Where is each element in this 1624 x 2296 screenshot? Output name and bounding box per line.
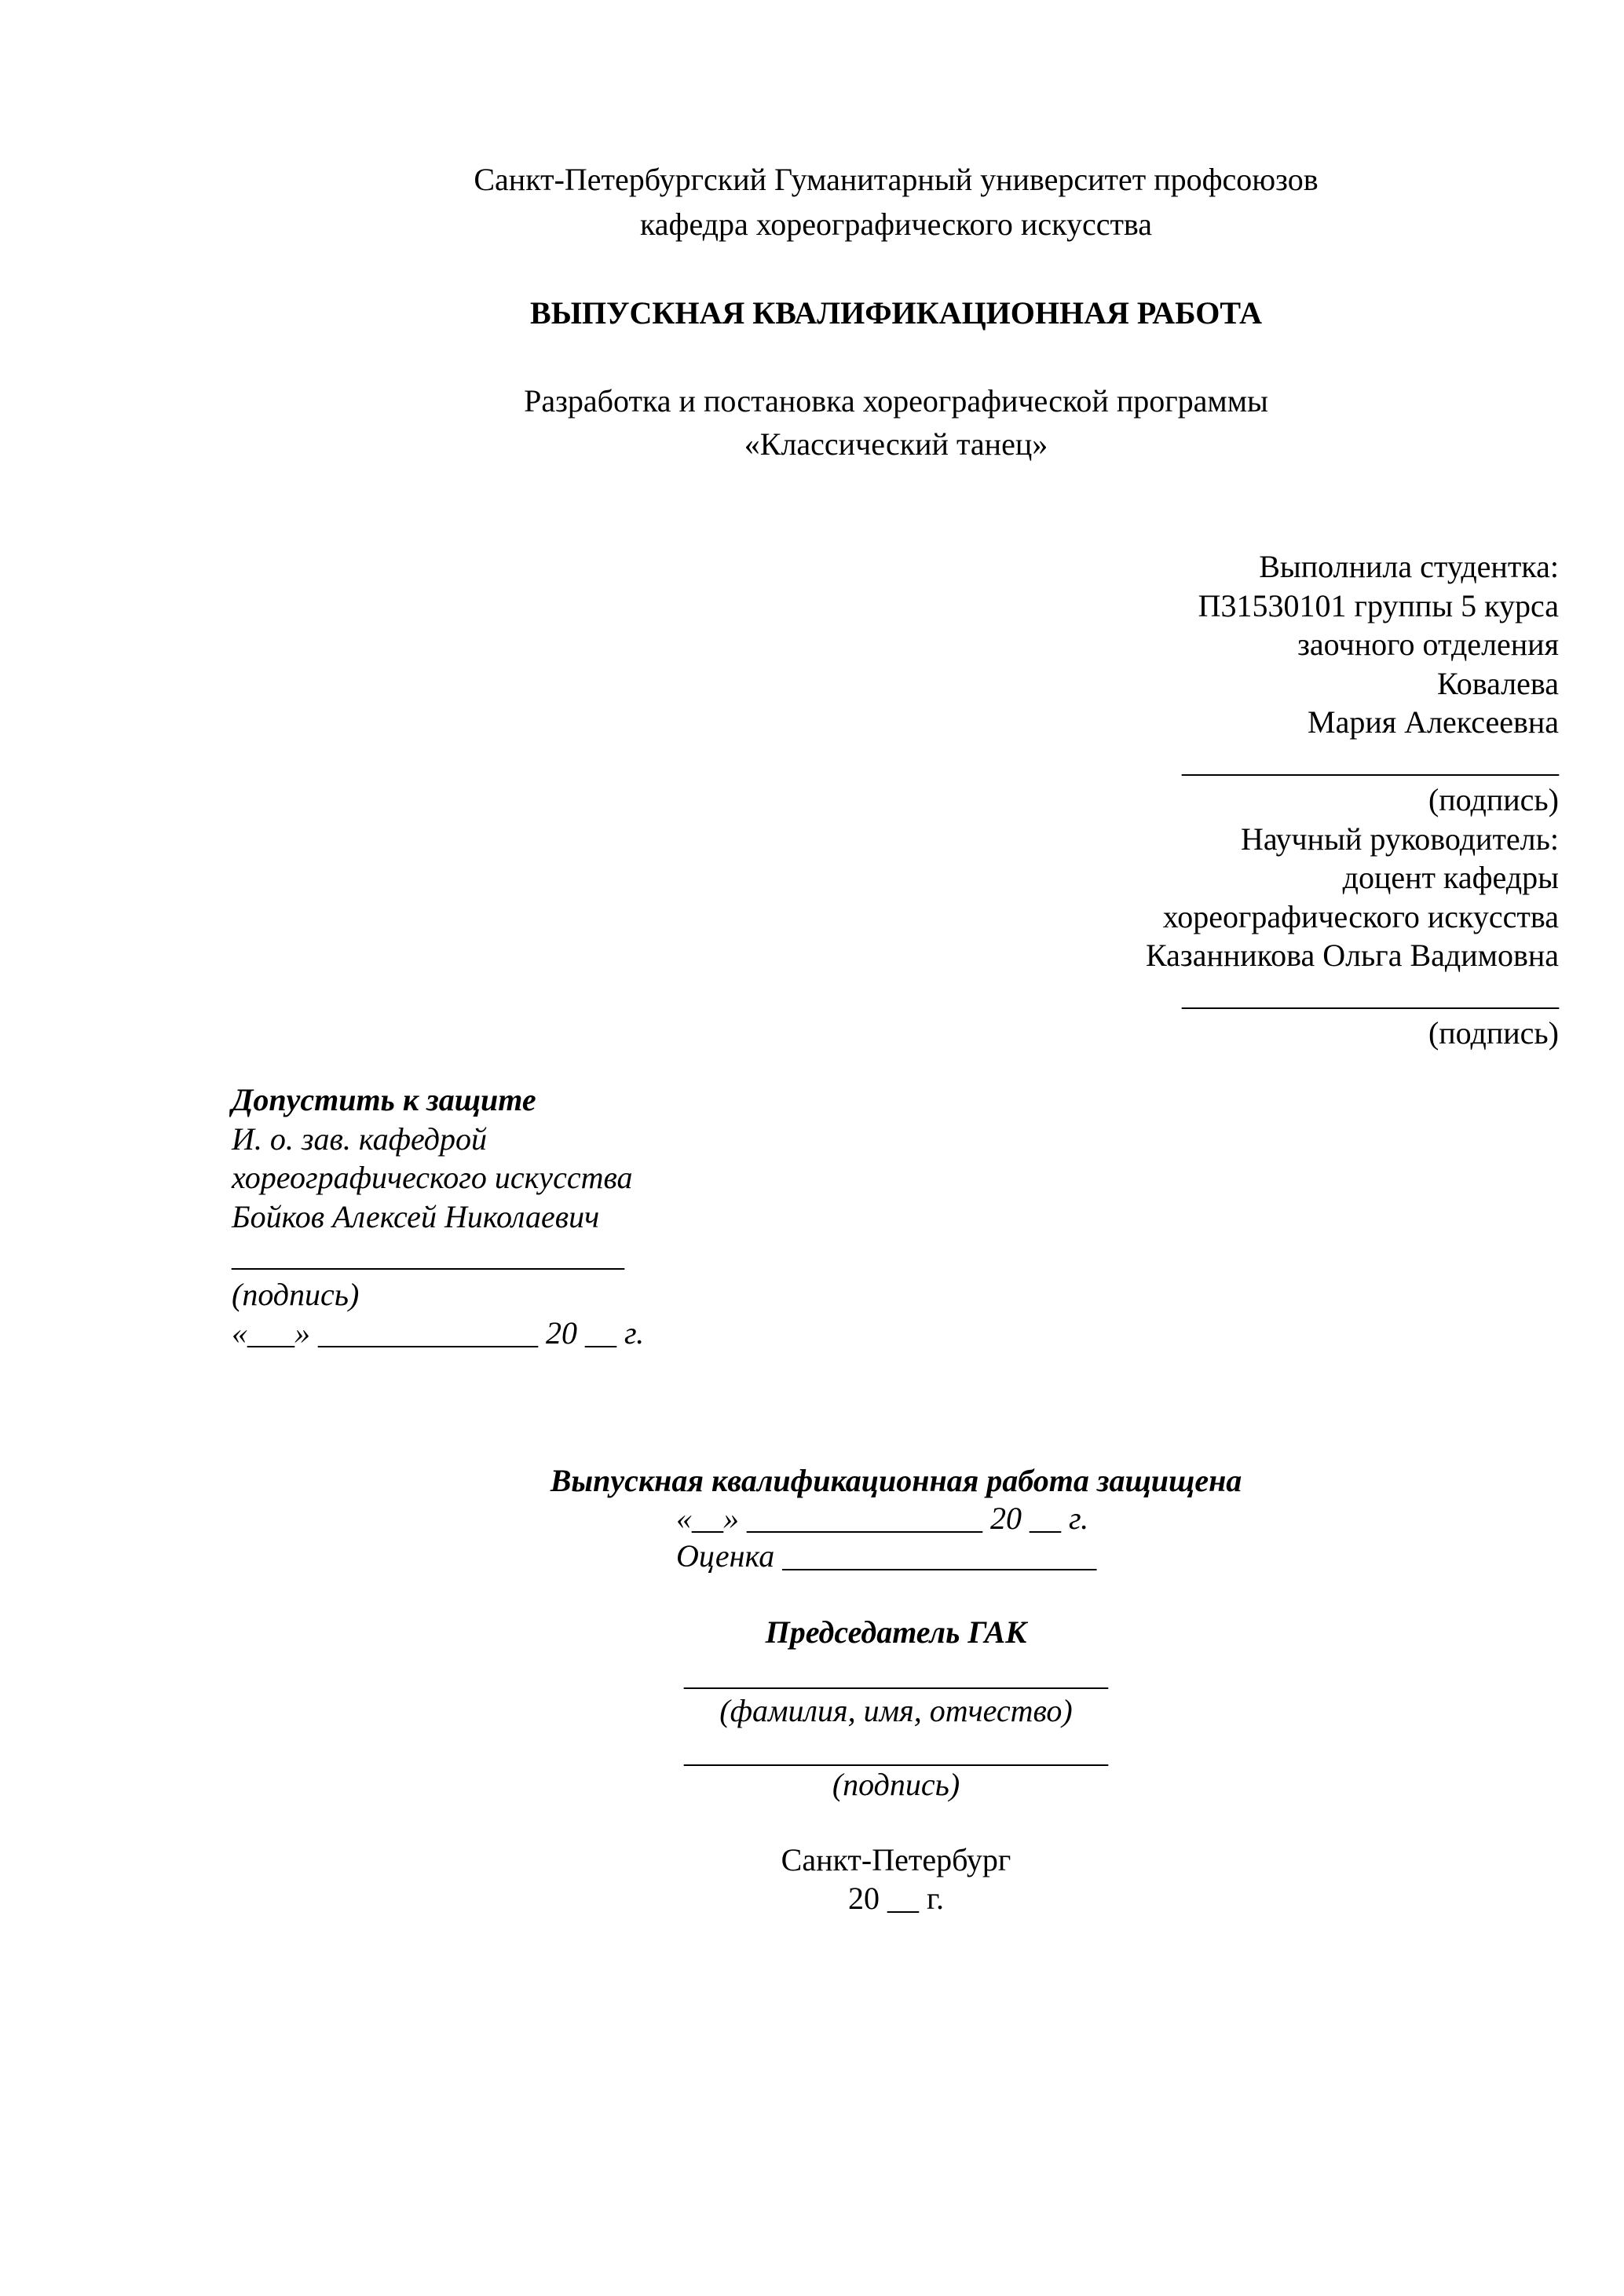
- city: Санкт-Петербург: [781, 1842, 1011, 1877]
- author-block: [1146, 547, 1559, 1053]
- author-name: Мария Алексеевна: [1308, 704, 1559, 740]
- supervisor-department: хореографического искусства: [1162, 898, 1559, 934]
- department-name: кафедра хореографического искусства: [639, 207, 1153, 242]
- supervisor-label: Научный руководитель:: [1240, 821, 1559, 857]
- chair-signature-line: ___________________________: [684, 1734, 1108, 1769]
- grade-line: Оценка ____________________: [676, 1538, 1097, 1574]
- head-signature-caption: (подпись): [232, 1276, 360, 1312]
- head-signature-line: _________________________: [232, 1238, 624, 1273]
- supervisor-signature-caption: (подпись): [1428, 1015, 1559, 1051]
- supervisor-signature-line: ________________________: [1182, 976, 1559, 1012]
- head-position: И. о. зав. кафедрой: [232, 1121, 487, 1157]
- author-surname: Ковалева: [1437, 665, 1559, 701]
- university-name: Санкт-Петербургский Гуманитарный университет профсоюзов: [474, 162, 1319, 197]
- supervisor-position: доцент кафедры: [1342, 860, 1559, 895]
- admission-heading: Допустить к защите: [232, 1082, 536, 1117]
- chair-heading: Председатель ГАК: [765, 1614, 1027, 1650]
- thesis-topic-line2: «Классический танец»: [744, 426, 1048, 462]
- author-signature-caption: (подпись): [1428, 782, 1559, 817]
- year: 20 __ г.: [848, 1881, 944, 1916]
- author-label: Выполнила студентка:: [1259, 549, 1559, 584]
- defense-date-line: «__» _______________ 20 __ г.: [676, 1501, 1089, 1536]
- head-name: Бойков Алексей Николаевич: [232, 1198, 600, 1234]
- author-department: заочного отделения: [1297, 627, 1559, 662]
- admission-block: [232, 1080, 644, 1353]
- head-department: хореографического искусства: [232, 1160, 633, 1195]
- author-group: П31530101 группы 5 курса: [1198, 587, 1559, 623]
- chair-name-line: ___________________________: [684, 1657, 1108, 1692]
- chair-signature-caption: (подпись): [832, 1767, 960, 1802]
- document-title: ВЫПУСКНАЯ КВАЛИФИКАЦИОННАЯ РАБОТА: [530, 295, 1262, 331]
- admission-date-line: «___» ______________ 20 __ г.: [232, 1315, 645, 1351]
- thesis-topic-line1: Разработка и постановка хореографической программы: [524, 383, 1268, 419]
- chair-name-caption: (фамилия, имя, отчество): [719, 1693, 1073, 1728]
- defense-heading: Выпускная квалификационная работа защищена: [550, 1463, 1242, 1498]
- author-signature-line: ________________________: [1182, 743, 1559, 779]
- supervisor-name: Казанникова Ольга Вадимовна: [1146, 938, 1559, 973]
